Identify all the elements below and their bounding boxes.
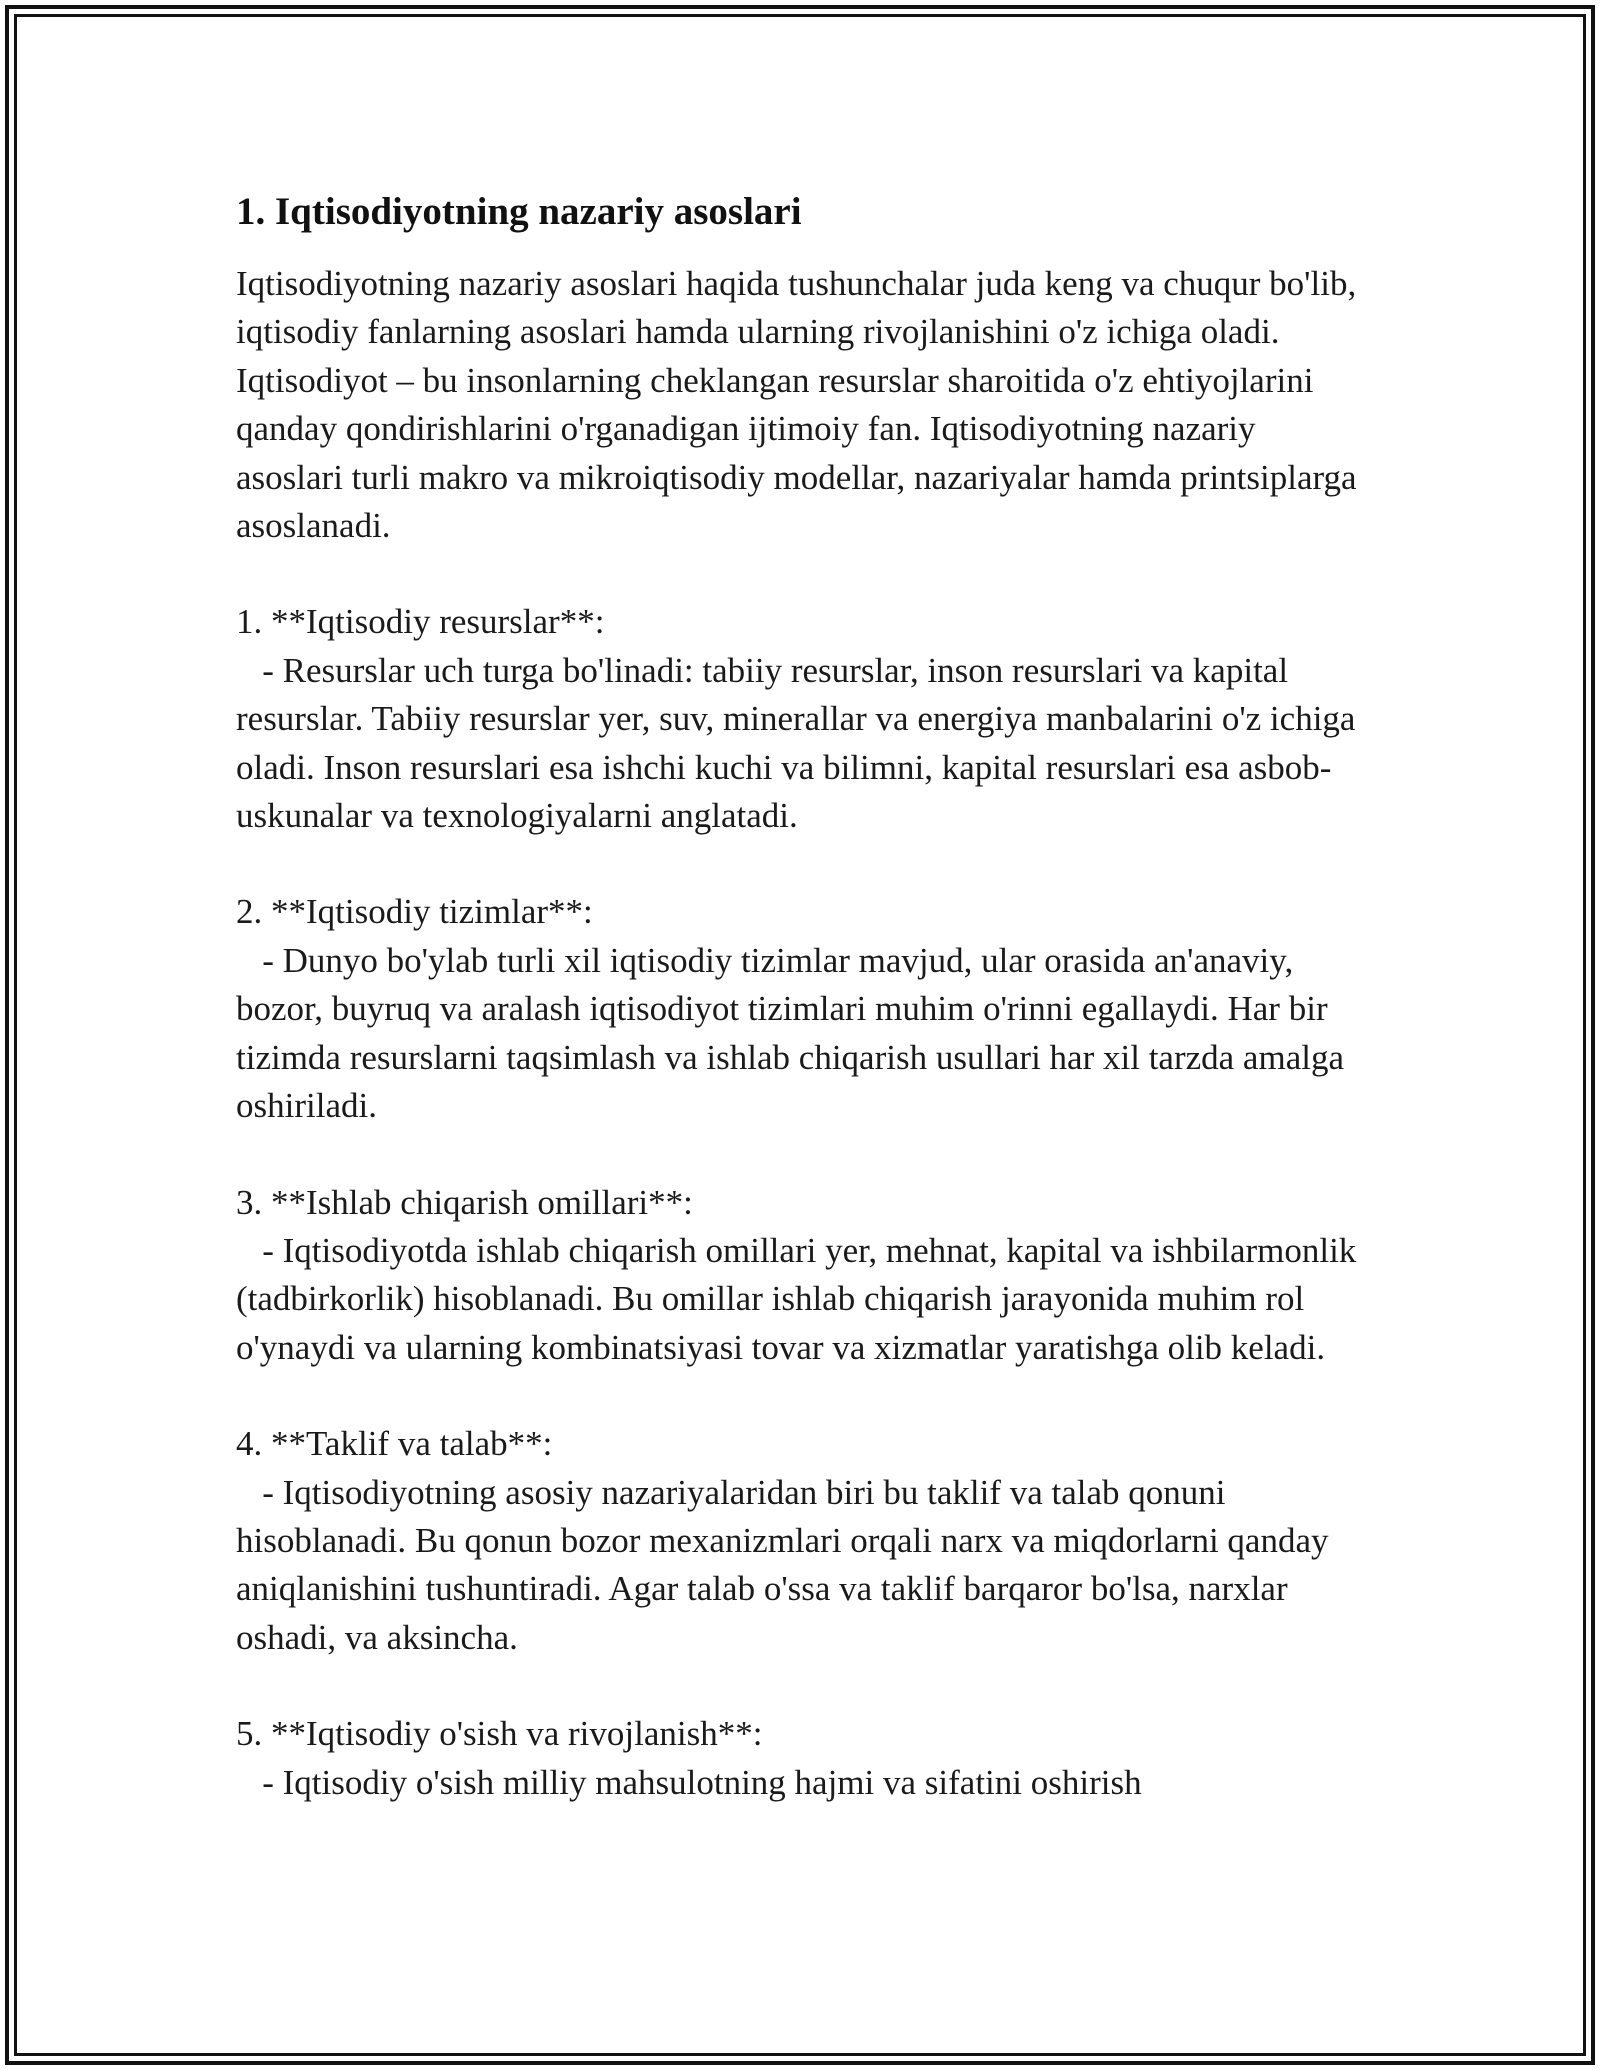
section-resources [236,598,1366,840]
section-heading: 3. **Ishlab chiqarish omillari**: [236,1182,693,1222]
section-body: - Dunyo bo'ylab turli xil iqtisodiy tizimlar mavjud, ular orasida an'anaviy, bozor, buyruq va aralash iqtisodiyot tizimlari muhim o'rinni egallaydi. Har bir tizimda resurslarni taqsimlash va ishlab chiqarish usullari har xil tarzda amalga oshiriladi. [236,940,1353,1126]
document-body [236,184,1366,1807]
section-heading: 5. **Iqtisodiy o'sish va rivojlanish**: [236,1714,763,1754]
section-systems [236,888,1366,1130]
section-heading: 2. **Iqtisodiy tizimlar**: [236,892,593,932]
section-body: - Iqtisodiy o'sish milliy mahsulotning hajmi va sifatini oshirish [236,1762,1142,1802]
section-growth [236,1710,1366,1807]
intro-paragraph: Iqtisodiyotning nazariy asoslari haqida tushunchalar juda keng va chuqur bo'lib, iqtisodiy fanlarning asoslari hamda ularning rivojlanishini o'z ichiga oladi. Iqtisodiyot – bu insonlarning cheklangan resurslar sharoitida o'z ehtiyojlarini qanday qondirishlarini o'rganadigan ijtimoiy fan. Iqtisodiyotning nazariy asoslari turli makro va mikroiqtisodiy modellar, nazariyalar hamda printsiplarga asoslanadi. [236,264,1366,546]
document-title: 1. Iqtisodiyotning nazariy asoslari [236,190,802,233]
section-body: - Iqtisodiyotda ishlab chiqarish omillari yer, mehnat, kapital va ishbilarmonlik (tadbirkorlik) hisoblanadi. Bu omillar ishlab chiqarish jarayonida muhim rol o'ynaydi va ularning kombinatsiyasi tovar va xizmatlar yaratishga olib keladi. [236,1230,1366,1367]
section-supply-demand [236,1420,1366,1662]
section-production-factors [236,1179,1366,1373]
section-body: - Iqtisodiyotning asosiy nazariyalaridan biri bu taklif va talab qonuni hisoblanadi. Bu qonun bozor mexanizmlari orqali narx va miqdorlarni qanday aniqlanishini tushuntiradi. Agar talab o'ssa va taklif barqaror bo'lsa, narxlar oshadi, va aksincha. [236,1472,1338,1657]
section-heading: 4. **Taklif va talab**: [236,1424,553,1464]
section-body: - Resurslar uch turga bo'linadi: tabiiy resurslar, inson resurslari va kapital resurslar. Tabiiy resurslar yer, suv, minerallar va energiya manbalarini o'z ichiga oladi. Inson resurslari esa ishchi kuchi va bilimni, kapital resurslari esa asbob-uskunalar va texnologiyalarni anglatadi. [236,650,1365,836]
section-heading: 1. **Iqtisodiy resurslar**: [236,602,605,642]
